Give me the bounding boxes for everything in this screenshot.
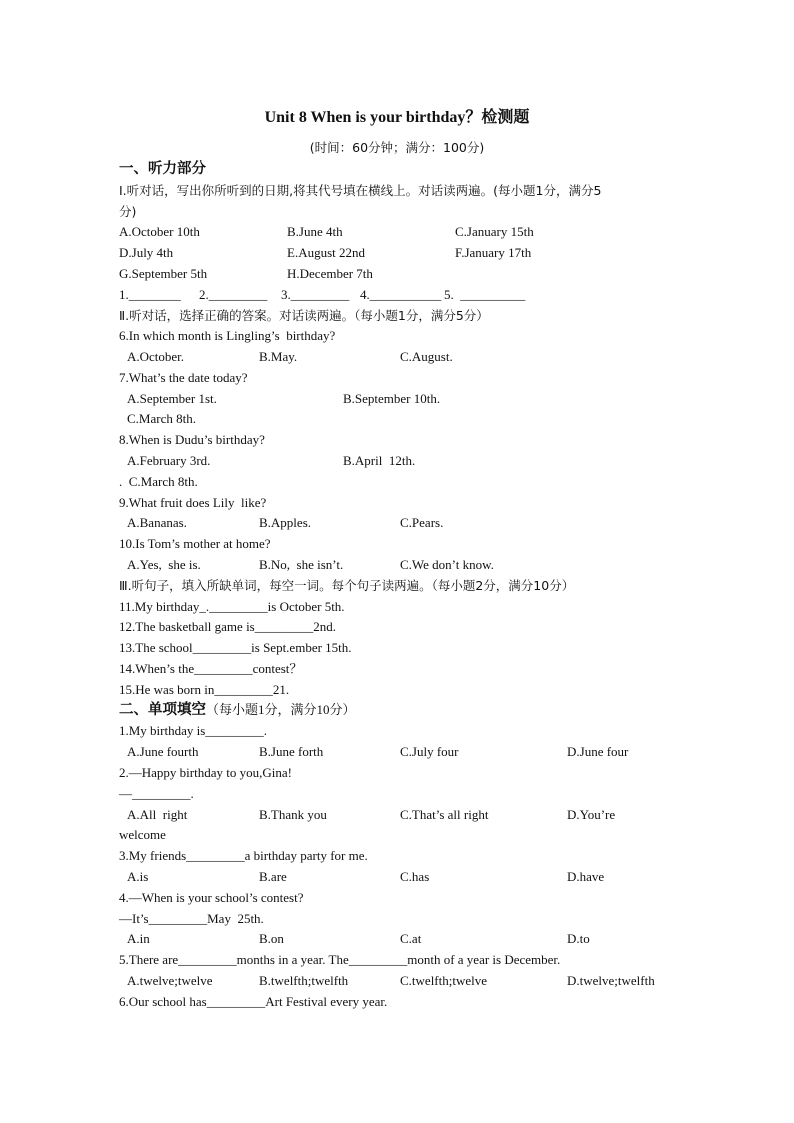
choice-a: A.All right [127, 807, 188, 822]
choice-c: C.March 8th. [127, 411, 196, 426]
choice-c: C.Pears. [400, 515, 444, 530]
question-text: 3.My friends_________a birthday party for me. [119, 848, 368, 863]
choice-b: B.Thank you [259, 807, 327, 822]
question-text: 9.What fruit does Lily like? [119, 495, 267, 510]
choice-a: A.is [127, 869, 149, 884]
section-2-heading [119, 701, 356, 719]
choice-c: C.twelfth;twelve [400, 973, 488, 988]
choice-c: C.We don’t know. [400, 557, 494, 572]
choice-c: C.That’s all right [400, 807, 489, 822]
part3-instruction: Ⅲ.听句子，填入所缺单词，每空一词。每个句子读两遍。（每小题2分，满分10分） [119, 578, 575, 593]
question-text: 6.In which month is Lingling’s birthday? [119, 328, 336, 343]
question-text: 10.Is Tom’s mother at home? [119, 536, 271, 551]
choice-c: C.at [400, 931, 422, 946]
question-text: 2.—Happy birthday to you,Gina! [119, 765, 292, 780]
answer-blank: 2._________ [199, 287, 268, 302]
question-text: 8.When is Dudu’s birthday? [119, 432, 265, 447]
part1-instruction-cont: 分) [119, 204, 137, 219]
fill-in-line: 13.The school_________is Sept.ember 15th. [119, 640, 352, 655]
answer-blank: 1.________ [119, 287, 181, 302]
part2-instruction: Ⅱ.听对话，选择正确的答案。对话读两遍。（每小题1分，满分5分） [119, 308, 489, 323]
choice-a: A.Yes, she is. [127, 557, 201, 572]
response-line: —It’s_________May 25th. [119, 911, 264, 926]
choice-d: D.to [567, 931, 590, 946]
choice-b: B.are [259, 869, 287, 884]
choice-b: B.No, she isn’t. [259, 557, 344, 572]
choice-d: D.twelve;twelfth [567, 973, 655, 988]
choice-b: B.September 10th. [343, 391, 441, 406]
fill-in-line: 11.My birthday_._________is October 5th. [119, 599, 345, 614]
listen-option: A.October 10th [119, 224, 200, 239]
question-text: 6.Our school has_________Art Festival every year. [119, 994, 388, 1009]
choice-a: A.Bananas. [127, 515, 187, 530]
choice-c: C.August. [400, 349, 453, 364]
choice-a: A.twelve;twelve [127, 973, 213, 988]
question-text: 1.My birthday is_________. [119, 723, 268, 738]
page-subtitle: (时间：60分钟；满分：100分) [309, 140, 485, 155]
listen-option: D.July 4th [119, 245, 174, 260]
choice-d: D.You’re [567, 807, 616, 822]
section-1-heading: 一、听力部分 [119, 161, 206, 177]
choice-a: A.October. [127, 349, 185, 364]
choice-b: B.on [259, 931, 284, 946]
answer-blank: 4.___________ [360, 287, 442, 302]
response-line: —_________. [119, 786, 194, 801]
choice-d-continued: welcome [119, 827, 166, 842]
answer-blank: 3._________ [281, 287, 350, 302]
question-text: 5.There are_________months in a year. The_________month of a year is December. [119, 952, 561, 967]
listen-option: F.January 17th [455, 245, 532, 260]
choice-d: D.have [567, 869, 605, 884]
listen-option: H.December 7th [287, 266, 373, 281]
listen-option: B.June 4th [287, 224, 343, 239]
choice-a: A.June fourth [127, 744, 199, 759]
question-text: 4.—When is your school’s contest? [119, 890, 304, 905]
choice-b: B.twelfth;twelfth [259, 973, 349, 988]
answer-blank: 5. __________ [444, 287, 526, 302]
listen-option: E.August 22nd [287, 245, 365, 260]
section-2-title: 二、单项填空 [119, 702, 206, 718]
choice-a: A.September 1st. [127, 391, 217, 406]
choice-a: A.February 3rd. [127, 453, 211, 468]
choice-b: B.June forth [259, 744, 324, 759]
fill-in-line: 14.When’s the_________contest？ [119, 661, 303, 676]
choice-b: B.April 12th. [343, 453, 416, 468]
fill-in-line: 12.The basketball game is_________2nd. [119, 619, 336, 634]
choice-d: D.June four [567, 744, 629, 759]
choice-c: . C.March 8th. [119, 474, 198, 489]
fill-in-line: 15.He was born in_________21. [119, 682, 290, 697]
page-title: Unit 8 When is your birthday？检测题 [264, 109, 530, 126]
choice-b: B.May. [259, 349, 298, 364]
listen-option: C.January 15th [455, 224, 534, 239]
listen-option: G.September 5th [119, 266, 208, 281]
choice-b: B.Apples. [259, 515, 311, 530]
choice-c: C.has [400, 869, 430, 884]
choice-c: C.July four [400, 744, 459, 759]
section-2-score: （每小题1分，满分10分） [206, 702, 356, 717]
question-text: 7.What’s the date today? [119, 370, 248, 385]
part1-instruction: Ⅰ.听对话，写出你所听到的日期,将其代号填在横线上。对话读两遍。(每小题1分，满分5 [119, 183, 602, 198]
choice-a: A.in [127, 931, 150, 946]
